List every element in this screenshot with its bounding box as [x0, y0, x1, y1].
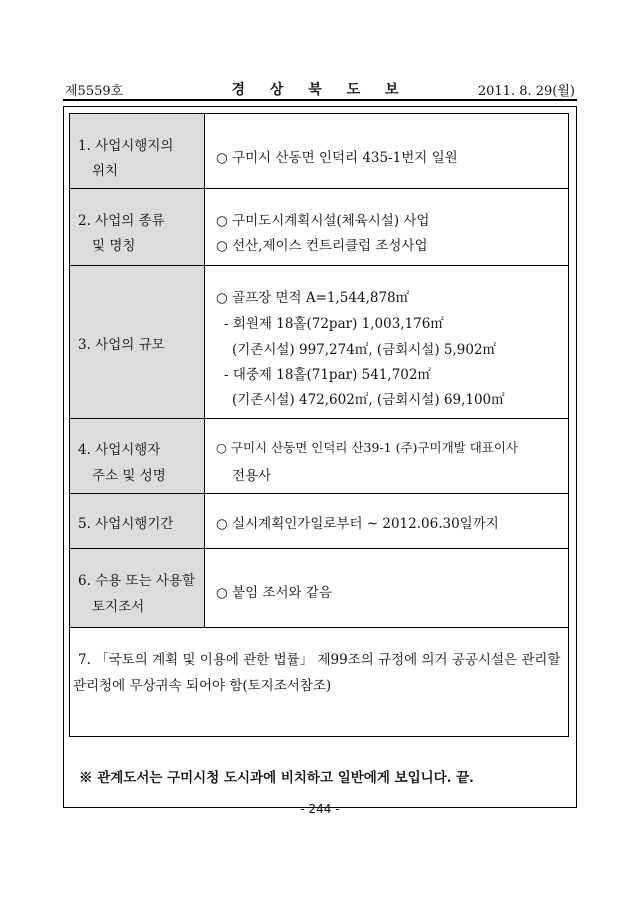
- item7-line: 7. 「국토의 계획 및 이용에 관한 법률」 제99조의 규정에 의거 공공시설은 관리할: [78, 652, 561, 668]
- issue-number: 제5559호: [65, 84, 124, 99]
- row-label: 5. 사업시행기간: [70, 494, 205, 548]
- table-row-scale: [70, 266, 568, 419]
- page-number: - 244 -: [300, 802, 340, 816]
- issue-date: 2011. 8. 29(월): [477, 84, 575, 99]
- row-label: 3. 사업의 규모: [70, 266, 205, 418]
- row-label: 6. 수용 또는 사용할 토지조서: [70, 549, 205, 627]
- row-label: 4. 사업시행자 주소 및 성명: [70, 419, 205, 493]
- row-value: ○ 구미시 산동면 인덕리 435-1번지 일원: [216, 150, 458, 166]
- project-table: [69, 113, 569, 737]
- table-row-location: [70, 114, 568, 189]
- page-header: [65, 78, 575, 98]
- table-row-period: [70, 494, 568, 549]
- closing-note: ※ 관계도서는 구미시청 도시과에 비치하고 일반에게 보입니다. 끝.: [79, 770, 474, 786]
- row-value: ○ 실시계획인가일로부터 ~ 2012.06.30일까지: [216, 516, 499, 532]
- header-rule: [63, 99, 577, 101]
- table-row-operator: [70, 419, 568, 494]
- table-row-land: [70, 549, 568, 628]
- item7-line: 관리청에 무상귀속 되어야 함(토지조서참조): [73, 678, 332, 694]
- table-row-type: [70, 189, 568, 266]
- row-value: ○ 구미도시계획시설(체육시설) 사업 ○ 선산,제이스 컨트리클럽 조성사업: [216, 213, 430, 254]
- table-row-public-facilities: [70, 628, 568, 738]
- row-value: ○ 구미시 산동면 인덕리 산39-1 (주)구미개발 대표이사 전용사: [216, 440, 519, 484]
- row-label: 2. 사업의 종류 및 명칭: [70, 189, 205, 265]
- gazette-title: 경 상 북 도 보: [231, 82, 409, 98]
- row-value: ○ 붙임 조서와 같음: [216, 585, 332, 601]
- row-value: ○ 골프장 면적 A=1,544,878㎡ - 회원제 18홀(72par) 1,003,176㎡ (기존시설) 997,274㎡, (금회시설) 5,902㎡ - 대중제 18홀(71par) 541,702㎡ (기존시설) 472,602㎡, (금회시설) 69,100㎡: [216, 290, 505, 408]
- row-label: 1. 사업시행지의 위치: [70, 114, 205, 188]
